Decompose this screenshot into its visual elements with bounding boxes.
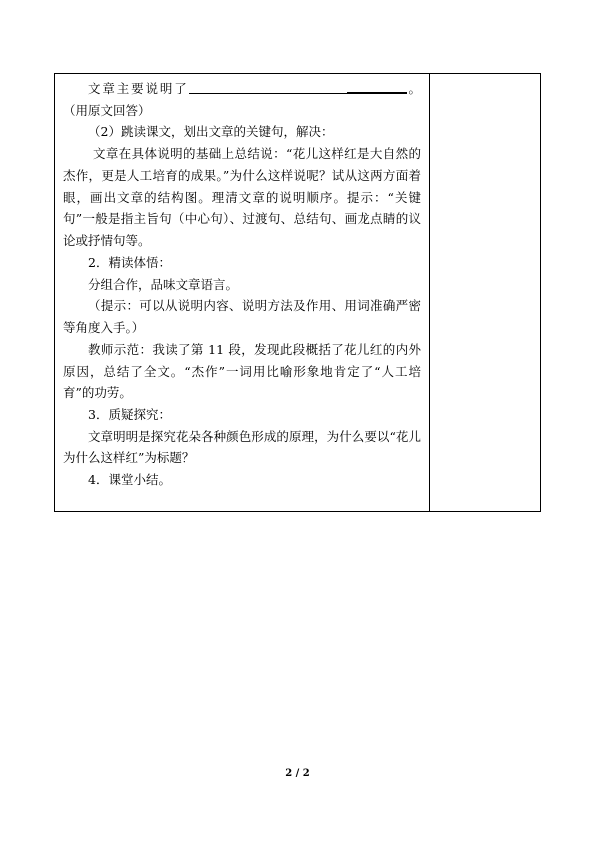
answer-blank[interactable] <box>189 81 407 94</box>
step-summary: 4．课堂小结。 <box>88 472 171 488</box>
paragraph-hint: （提示：可以从说明内容、说明方法及作用、用词准确严密等角度入手。） <box>63 298 421 336</box>
prompt-text: 文章主要说明了 <box>88 81 189 96</box>
notes-cell <box>430 74 540 511</box>
page-number: 2 / 2 <box>285 768 310 779</box>
lesson-table <box>54 73 541 512</box>
paragraph-question: 文章明明是探究花朵各种颜色形成的原理，为什么要以“花儿为什么这样红”为标题？ <box>63 428 421 466</box>
prompt-suffix: 。（用原文回答） <box>63 81 421 118</box>
step-skim-reading: （2）跳读课文，划出文章的关键句，解决： <box>88 124 334 140</box>
paragraph-main-content <box>63 78 421 121</box>
step-inquiry: 3．质疑探究： <box>88 406 171 422</box>
paragraph-teacher-demo: 教师示范：我读了第 11 段，发现此段概括了花儿红的内外原因，总结了全文。“杰作”一词用比喻形象地肯定了“人工培育”的功劳。 <box>63 341 421 401</box>
paragraph-structure-task: 文章在具体说明的基础上总结说：“花儿这样红是大自然的杰作，更是人工培育的成果。”为什么这样说呢？试从这两方面着眼，画出文章的结构图。理清文章的说明顺序。提示：“关键句”一般是指主旨句（中心句）、过渡句、总结句、画龙点睛的议论或抒情句等。 <box>63 146 421 248</box>
paragraph-group-work: 分组合作，品味文章语言。 <box>88 276 239 292</box>
content-cell <box>55 74 429 511</box>
step-close-reading: 2．精读体悟： <box>88 254 171 270</box>
